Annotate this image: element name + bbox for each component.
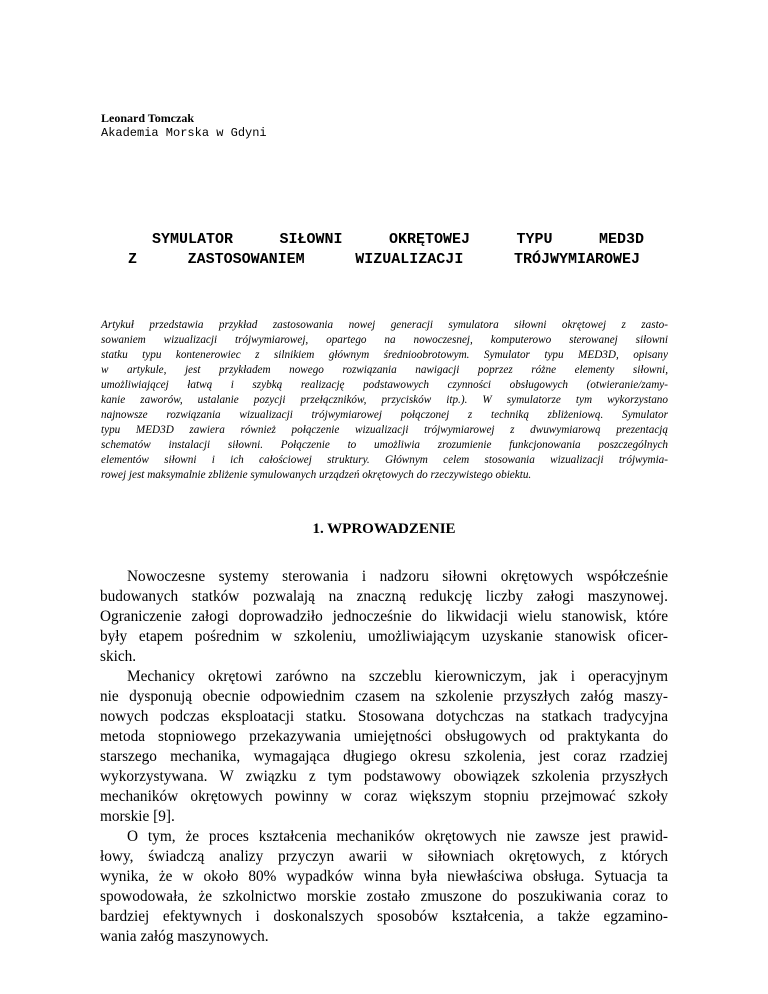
body-line: starszego mechanika, wymagająca długiego okresu szkolenia, jest coraz rzadziej xyxy=(100,748,668,765)
title-word: WIZUALIZACJI xyxy=(355,251,464,268)
body-line: Ograniczenie załogi doprowadziło jednocześnie do likwidacji wielu stanowisk, które xyxy=(100,608,668,625)
title-word: TYPU xyxy=(516,231,553,248)
body-line: metoda stopniowego przekazywania umiejętności obsługowych od praktykanta do xyxy=(100,728,668,745)
abstract-line: schematów instalacji siłowni. Połączenie to umożliwia zrozumienie funkcjonowania poszczególnych xyxy=(101,439,668,451)
body-line: O tym, że proces kształcenia mechaników okrętowych nie zawsze jest prawid- xyxy=(127,828,668,845)
body-line: mechaników okrętowych powinny w coraz większym stopniu przejmować szkoły xyxy=(100,788,668,805)
body-line: morskie [9]. xyxy=(100,808,175,825)
body-line: nowych podczas eksploatacji statku. Stosowana dotychczas na statkach tradycyjna xyxy=(100,708,668,725)
body-line: wania załóg maszynowych. xyxy=(100,928,269,945)
abstract-line: Artykuł przedstawia przykład zastosowania nowej generacji symulatora siłowni okrętowej z zasto- xyxy=(101,319,668,331)
abstract-line: statku typu kontenerowiec z silnikiem głównym średnioobrotowym. Symulator typu MED3D, opisany xyxy=(101,349,668,361)
body-line: były etapem pośrednim w szkoleniu, umożliwiającym uzyskanie stanowisk oficer- xyxy=(100,628,668,645)
body-line: spowodowała, że szkolnictwo morskie zostało zmuszone do poszukiwania coraz to xyxy=(100,888,668,905)
abstract-line: kanie zaworów, ustalanie pozycji przełączników, przycisków itp.). W symulatorze tym wykorzystano xyxy=(101,394,668,406)
paper-title-line-1 xyxy=(100,230,668,250)
author-affiliation: Akademia Morska w Gdyni xyxy=(101,126,267,140)
body-text xyxy=(100,567,668,947)
body-line: bardziej efektywnych i doskonalszych sposobów kształcenia, a także egzamino- xyxy=(100,908,668,925)
section-heading: 1. WPROWADZENIE xyxy=(312,521,456,537)
title-word: OKRĘTOWEJ xyxy=(388,231,470,248)
paper-title-line-2 xyxy=(100,250,668,270)
abstract-line: w artykule, jest przykładem nowego rozwiązania nawigacji poprzez różne elementy siłowni, xyxy=(101,364,668,376)
title-word: MED3D xyxy=(598,231,644,248)
title-word: Z xyxy=(128,251,138,268)
body-line: wykorzystywana. W związku z tym podstawowy obowiązek szkolenia przyszłych xyxy=(100,768,668,785)
abstract-line: rowej jest maksymalnie zbliżenie symulowanych urządzeń okrętowych do rzeczywistego obiektu. xyxy=(101,469,532,481)
body-line: nie dysponują obecnie odpowiednim czasem na szkolenie przyszłych załóg maszy- xyxy=(100,688,668,705)
title-word: SIŁOWNI xyxy=(279,231,343,248)
abstract-line: sowaniem wizualizacji trójwymiarowej, opartego na nowoczesnej, komputerowo sterowanej siłowni xyxy=(101,334,668,346)
body-line: skich. xyxy=(100,648,137,665)
abstract-line: elementów siłowni i ich całościowej struktury. Głównym celem stosowania wizualizacji trójwymia- xyxy=(101,454,668,466)
body-line: wynika, że w około 80% wypadków winna była niewłaściwa obsługa. Sytuacja ta xyxy=(100,868,668,885)
author-name: Leonard Tomczak xyxy=(101,111,195,125)
abstract xyxy=(101,318,668,483)
title-word: SYMULATOR xyxy=(152,231,234,248)
abstract-line: umożliwiającej łatwą i szybką realizację podstawowych czynności obsługowych (otwieranie/zamy- xyxy=(101,379,668,391)
body-line: budowanych statków pozwalają na znaczną redukcję liczby załogi maszynowej. xyxy=(100,588,668,605)
abstract-line: najnowsze rozwiązania wizualizacji trójwymiarowej połączonej z techniką zbliżeniową. Symulator xyxy=(101,409,668,421)
body-line: łowy, świadczą analizy przyczyn awarii w siłowniach okrętowych, z których xyxy=(100,848,668,865)
abstract-line: typu MED3D zawiera również połączenie wizualizacji trójwymiarowej z dwuwymiarową prezentacją xyxy=(101,424,668,436)
body-line: Nowoczesne systemy sterowania i nadzoru siłowni okrętowych współcześnie xyxy=(127,568,668,585)
title-word: TRÓJWYMIAROWEJ xyxy=(513,251,640,268)
title-word: ZASTOSOWANIEM xyxy=(187,251,305,268)
body-line: Mechanicy okrętowi zarówno na szczeblu kierowniczym, jak i operacyjnym xyxy=(127,668,668,685)
